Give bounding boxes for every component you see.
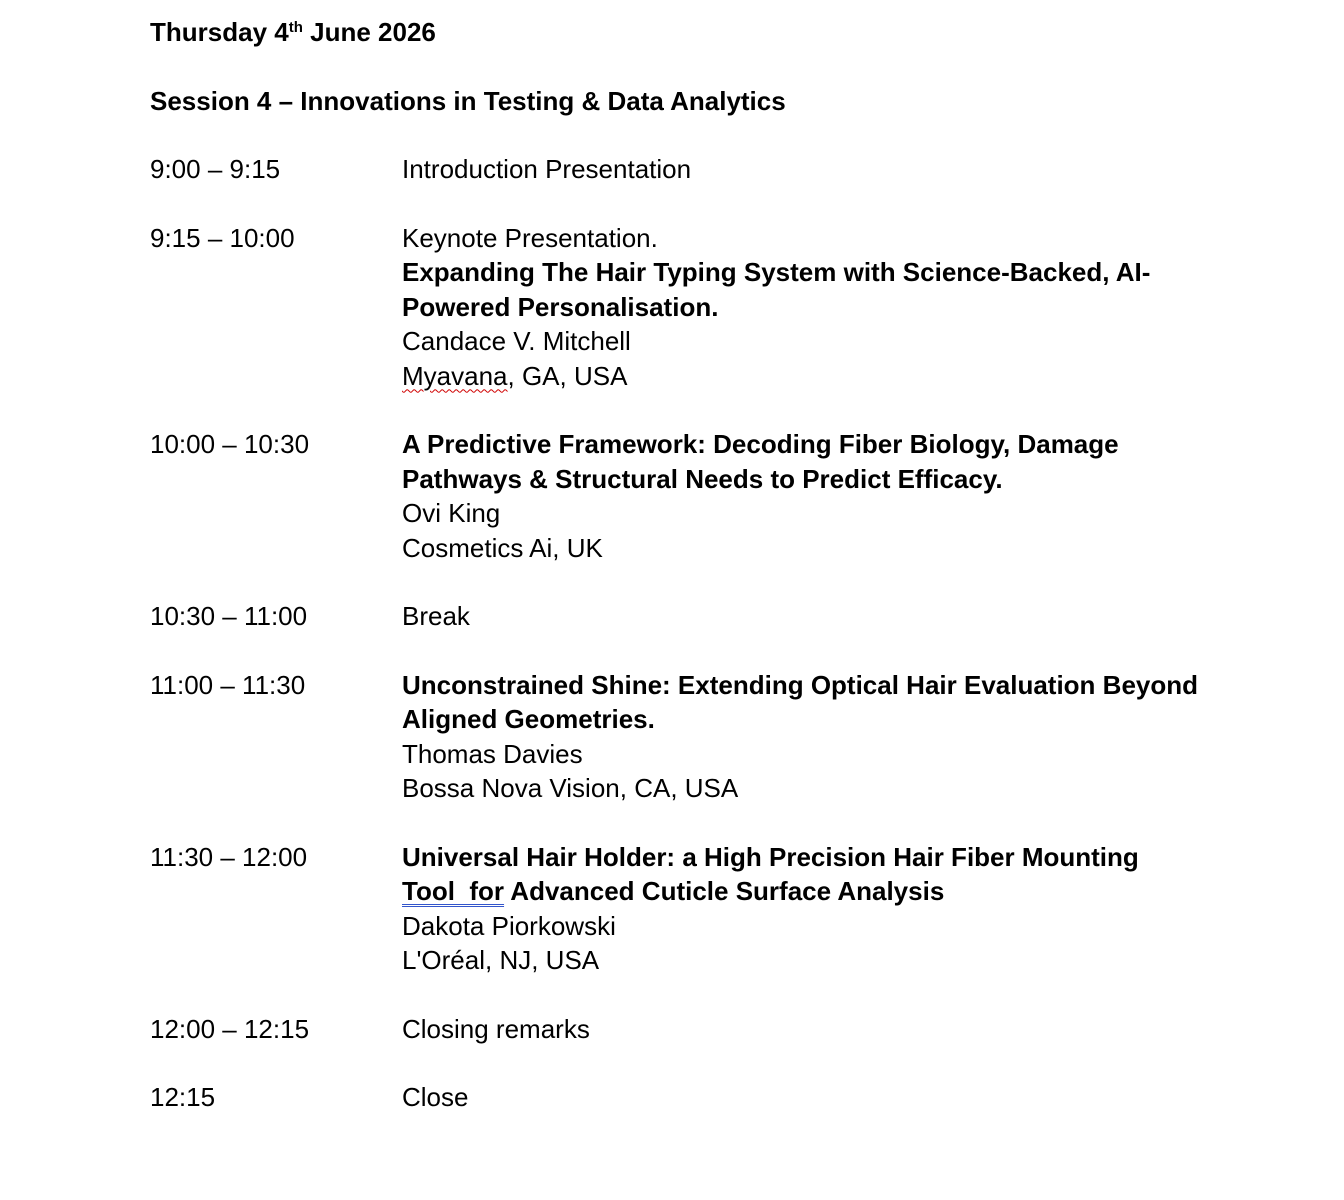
- time-slot: 11:00 – 11:30: [150, 669, 306, 700]
- talk-title-part: Universal Hair Holder: a High Precision Hair Fiber Mounting: [402, 841, 1139, 872]
- speaker-name: Ovi King: [402, 498, 501, 528]
- session-details: [402, 599, 1210, 634]
- schedule-row: [150, 840, 1210, 978]
- talk-title: Unconstrained Shine: Extending Optical Hair Evaluation Beyond Aligned Geometries.: [402, 669, 1199, 734]
- document-page: [150, 14, 1210, 1149]
- speaker-affiliation: Bossa Nova Vision, CA, USA: [402, 773, 739, 803]
- time-slot: 9:15 – 10:00: [150, 222, 295, 253]
- time-slot: 9:00 – 9:15: [150, 154, 281, 184]
- affiliation-text: , GA, USA: [507, 360, 628, 391]
- talk-title: Expanding The Hair Typing System with Science-Backed, AI-Powered Personalisation.: [402, 257, 1151, 322]
- time-slot: 10:00 – 10:30: [150, 429, 310, 459]
- spelling-flagged-word[interactable]: Myavana: [402, 360, 508, 391]
- talk-title-part: Advanced Cuticle Surface Analysis: [504, 876, 945, 906]
- talk-title: [402, 840, 1210, 909]
- speaker-affiliation: Cosmetics Ai, UK: [402, 532, 603, 563]
- date-rest: June 2026: [302, 17, 436, 47]
- date-prefix: Thursday 4: [150, 17, 289, 47]
- schedule-row: [150, 221, 1210, 394]
- item-label: Closing remarks: [402, 1013, 590, 1044]
- schedule: [150, 152, 1210, 1115]
- session-title: Session 4 – Innovations in Testing & Data Analytics: [150, 86, 786, 116]
- session-details: [402, 840, 1210, 978]
- session-details: [402, 221, 1210, 394]
- session-details: [402, 152, 1210, 187]
- session-details: [402, 668, 1210, 806]
- session-details: [402, 427, 1210, 565]
- session-details: [402, 1080, 1210, 1115]
- time-slot: 12:15: [150, 1082, 216, 1112]
- date-heading: [150, 14, 1210, 50]
- speaker-name: Dakota Piorkowski: [402, 910, 616, 941]
- time-slot: 11:30 – 12:00: [150, 841, 308, 872]
- time-slot: 12:00 – 12:15: [150, 1013, 310, 1044]
- schedule-row: [150, 427, 1210, 565]
- schedule-row: [150, 668, 1210, 806]
- item-label: Break: [402, 601, 470, 631]
- speaker-affiliation: [402, 359, 1210, 394]
- schedule-row: [150, 1080, 1210, 1115]
- time-slot: 10:30 – 11:00: [150, 601, 308, 631]
- speaker-affiliation: L'Oréal, NJ, USA: [402, 945, 600, 975]
- item-label: Keynote Presentation.: [402, 222, 658, 253]
- schedule-row: [150, 152, 1210, 187]
- session-details: [402, 1012, 1210, 1047]
- date-ordinal-suffix: th: [288, 19, 303, 36]
- item-label: Introduction Presentation: [402, 154, 692, 184]
- speaker-name: Thomas Davies: [402, 738, 583, 769]
- grammar-flagged-text[interactable]: Tool for: [402, 876, 505, 906]
- talk-title: A Predictive Framework: Decoding Fiber Biology, Damage Pathways & Structural Needs to Predict Efficacy.: [402, 429, 1119, 494]
- speaker-name: Candace V. Mitchell: [402, 326, 631, 356]
- item-label: Close: [402, 1082, 469, 1112]
- schedule-row: [150, 599, 1210, 634]
- schedule-row: [150, 1012, 1210, 1047]
